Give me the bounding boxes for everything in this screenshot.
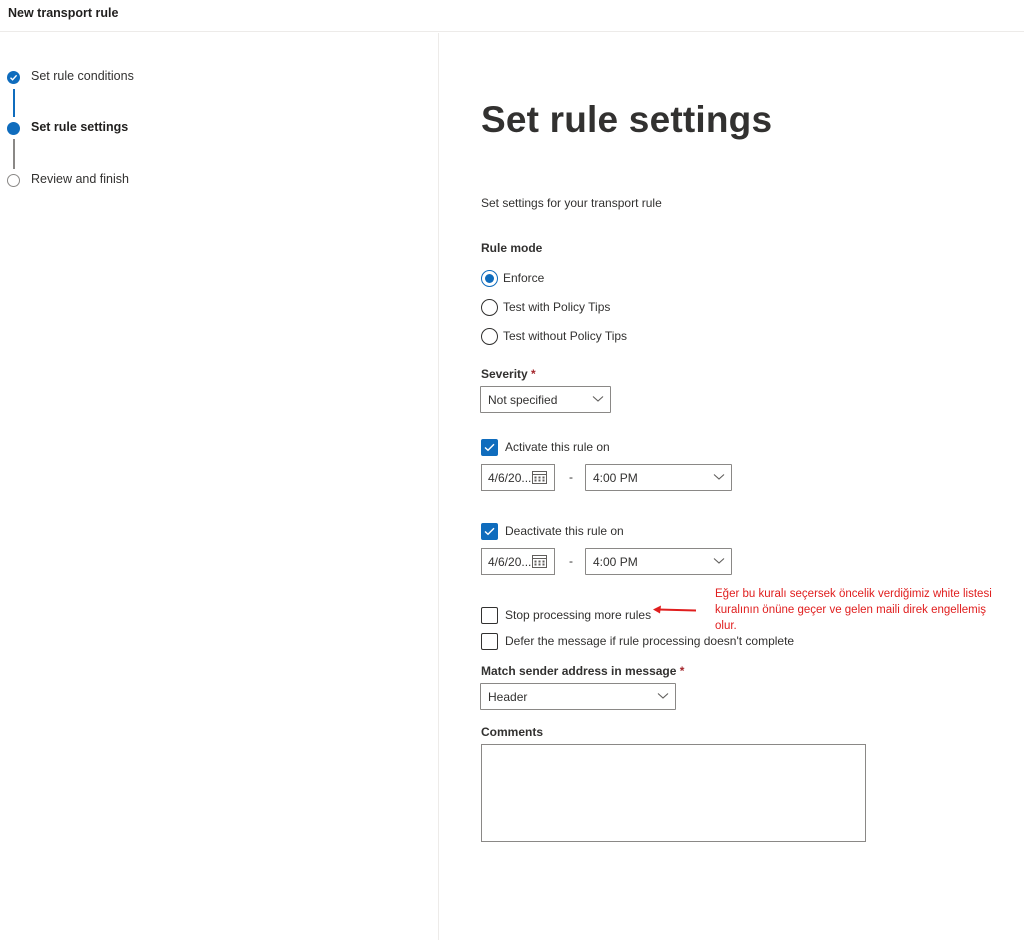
match-sender-dropdown[interactable] — [480, 683, 676, 710]
severity-dropdown[interactable] — [480, 386, 611, 413]
panel-title: New transport rule — [8, 6, 119, 20]
radio-test-without-policy-tips[interactable] — [481, 327, 627, 345]
main-content — [440, 33, 1024, 940]
activate-date-picker[interactable] — [481, 464, 555, 491]
checkmark-icon — [484, 527, 495, 536]
calendar-icon[interactable] — [532, 471, 547, 484]
deactivate-rule-checkbox[interactable] — [481, 523, 498, 540]
page-subtitle: Set settings for your transport rule — [481, 196, 662, 210]
date-value: 4/6/20... — [488, 555, 532, 569]
dropdown-value: Not specified — [488, 393, 558, 407]
stop-processing-checkbox[interactable] — [481, 607, 498, 624]
date-time-separator: - — [569, 554, 573, 568]
stop-processing-checkbox-row[interactable] — [481, 606, 651, 624]
severity-label-text: Severity — [481, 367, 528, 381]
radio-label: Enforce — [503, 271, 545, 285]
match-sender-label-text: Match sender address in message — [481, 664, 677, 678]
checkmark-circle-icon — [7, 71, 20, 84]
step-label: Set rule conditions — [31, 69, 134, 83]
date-time-separator: - — [569, 470, 573, 484]
checkbox-label: Deactivate this rule on — [505, 524, 624, 538]
radio-label: Test without Policy Tips — [503, 329, 628, 343]
radio-label: Test with Policy Tips — [503, 300, 611, 314]
activate-time-dropdown[interactable] — [585, 464, 732, 491]
chevron-down-icon — [592, 395, 604, 403]
current-step-dot-icon — [7, 122, 20, 135]
deactivate-time-dropdown[interactable] — [585, 548, 732, 575]
rule-mode-label: Rule mode — [481, 241, 543, 255]
chevron-down-icon — [713, 557, 725, 565]
title-bar — [0, 0, 1024, 32]
match-sender-label — [481, 664, 684, 678]
annotation-arrow-icon — [652, 604, 698, 616]
step-label: Set rule settings — [31, 120, 129, 134]
radio-enforce[interactable] — [481, 269, 544, 287]
radio-button[interactable] — [481, 328, 498, 345]
checkbox-label: Activate this rule on — [505, 440, 610, 454]
radio-button[interactable] — [481, 299, 498, 316]
deactivate-rule-checkbox-row[interactable] — [481, 522, 624, 540]
step-connector — [13, 89, 15, 117]
wizard-steps-pane — [0, 33, 439, 940]
radio-test-with-policy-tips[interactable] — [481, 298, 610, 316]
checkbox-label: Stop processing more rules — [505, 608, 652, 622]
dropdown-value: 4:00 PM — [593, 471, 638, 485]
required-mark: * — [679, 664, 685, 678]
checkmark-icon — [484, 443, 495, 452]
chevron-down-icon — [657, 692, 669, 700]
annotation-note: Eğer bu kuralı seçersek öncelik verdiğimiz white listesi kuralının önüne geçer ve gelen maili direk engellemiş olur. — [715, 588, 992, 632]
step-label: Review and finish — [31, 172, 129, 186]
activate-rule-checkbox-row[interactable] — [481, 438, 610, 456]
checkbox-label: Defer the message if rule processing doesn't complete — [505, 634, 795, 648]
defer-message-checkbox-row[interactable] — [481, 632, 794, 650]
step-connector — [13, 139, 15, 169]
date-value: 4/6/20... — [488, 471, 532, 485]
required-mark: * — [531, 367, 536, 381]
calendar-icon[interactable] — [532, 555, 547, 568]
chevron-down-icon — [713, 473, 725, 481]
dropdown-value: Header — [488, 690, 528, 704]
activate-rule-checkbox[interactable] — [481, 439, 498, 456]
dropdown-value: 4:00 PM — [593, 555, 638, 569]
defer-message-checkbox[interactable] — [481, 633, 498, 650]
comments-textarea[interactable] — [481, 744, 866, 842]
comments-label: Comments — [481, 725, 544, 739]
deactivate-date-picker[interactable] — [481, 548, 555, 575]
radio-button[interactable] — [481, 270, 498, 287]
pending-step-circle-icon — [7, 174, 20, 187]
page-title: Set rule settings — [481, 99, 773, 140]
severity-label — [481, 367, 536, 381]
